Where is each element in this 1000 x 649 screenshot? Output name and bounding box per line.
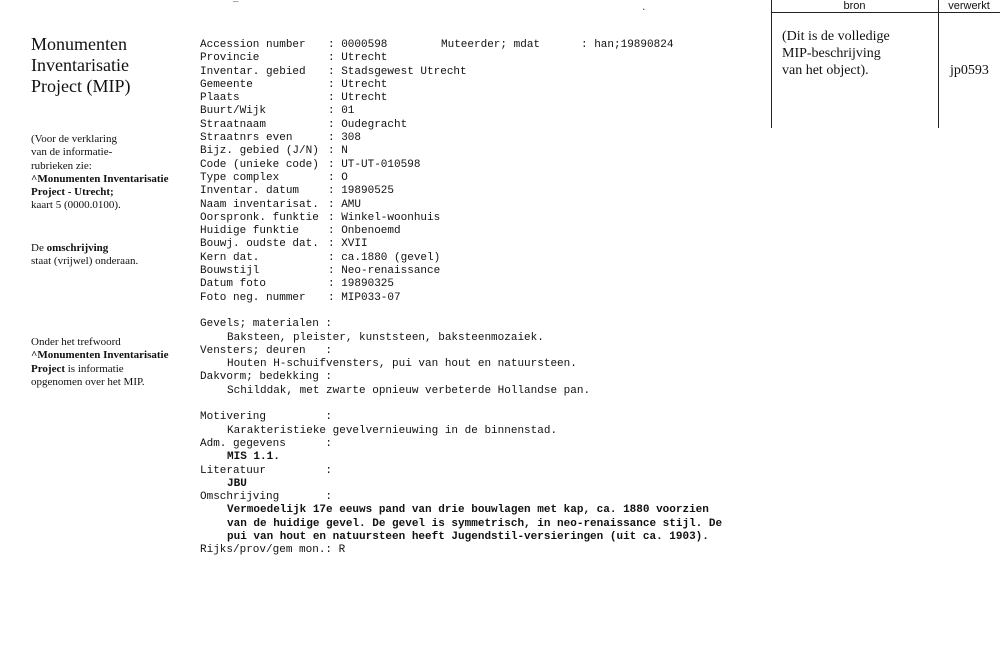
literatuur-label: Literatuur : [200, 464, 333, 477]
processed-code: jp0593 [950, 63, 989, 78]
scan-dot: . [641, 3, 647, 13]
gevels-text: Baksteen, pleister, kunststeen, baksteenmozaiek. [227, 331, 544, 344]
field-row: Huidige funktie : Onbenoemd [200, 225, 401, 238]
field-row: Plaats : Utrecht [200, 92, 388, 105]
field-row: Provincie : Utrecht [200, 52, 388, 65]
field-row: Inventar. gebied : Stadsgewest Utrecht [200, 65, 467, 78]
motivering-text: Karakteristieke gevelvernieuwing in de binnenstad. [227, 424, 558, 437]
motivering-label: Motivering : [200, 411, 333, 424]
field-row: Datum foto : 19890325 [200, 278, 395, 291]
field-row: Inventar. datum : 19890525 [200, 185, 395, 198]
rijks-row: Rijks/prov/gem mon.: R [200, 544, 346, 557]
field-row: Bouwstijl : Neo-renaissance [200, 265, 441, 278]
col-header-source: bron [843, 0, 866, 12]
field-row: Straatnaam : Oudegracht [200, 118, 408, 131]
literatuur-text: JBU [227, 477, 247, 490]
mip-record [200, 39, 722, 558]
field-row: Type complex : O [200, 171, 348, 184]
field-row: Code (unieke code) : UT-UT-010598 [200, 158, 421, 171]
source-table [771, 0, 1000, 128]
page-title: Monumenten Inventarisatie Project (MIP) [31, 34, 131, 96]
field-row: Kern dat. : ca.1880 (gevel) [200, 251, 441, 264]
dakvorm-label: Dakvorm; bedekking : [200, 371, 333, 384]
description-note: De omschrijving staat (vrijwel) onderaan. [31, 242, 139, 268]
dakvorm-text: Schilddak, met zwarte opnieuw verbeterde Hollandse pan. [227, 384, 591, 397]
mutator-label: Muteerder; mdat [441, 39, 541, 51]
source-note: (Dit is de volledige MIP-beschrijving van het object). [782, 29, 890, 78]
adm-label: Adm. gegevens : [200, 437, 333, 450]
scan-mark [233, 0, 238, 4]
field-row: Oorspronk. funktie : Winkel-woonhuis [200, 211, 441, 224]
field-row: Naam inventarisat. : AMU [200, 198, 362, 211]
omschrijving-line: Vermoedelijk 17e eeuws pand van drie bouwlagen met kap, ca. 1880 voorzien [227, 504, 709, 517]
field-row: Bijz. gebied (J/N) : N [200, 145, 348, 158]
mutator-value: : han;19890824 [581, 39, 674, 51]
explanation-note: (Voor de verklaring van de informatie- rubrieken zie: ^Monumenten Inventarisatie Project - Utrecht; kaart 5 (0000.0100). [31, 133, 169, 212]
field-row: Foto neg. nummer : MIP033-07 [200, 291, 401, 304]
field-row: Straatnrs even : 308 [200, 132, 362, 145]
field-row: Accession number : 0000598 Muteerder; mdat : han;19890824 [200, 39, 674, 51]
field-row: Bouwj. oudste dat. : XVII [200, 238, 368, 251]
gevels-label: Gevels; materialen : [200, 318, 333, 331]
omschrijving-label: Omschrijving : [200, 491, 333, 504]
field-row: Buurt/Wijk : 01 [200, 105, 355, 118]
omschrijving-line: pui van hout en natuursteen heeft Jugendstil-versieringen (uit ca. 1903). [227, 530, 709, 543]
vensters-label: Vensters; deuren : [200, 344, 333, 357]
field-row: Gemeente : Utrecht [200, 78, 388, 91]
col-header-processed: verwerkt [948, 0, 990, 12]
keyword-note: Onder het trefwoord ^Monumenten Inventarisatie Project is informatie opgenomen over het MIP. [31, 336, 169, 388]
vensters-text: Houten H-schuifvensters, pui van hout en natuursteen. [227, 358, 577, 371]
adm-text: MIS 1.1. [227, 451, 280, 464]
omschrijving-line: van de huidige gevel. De gevel is symmetrisch, in neo-renaissance stijl. De [227, 517, 723, 530]
